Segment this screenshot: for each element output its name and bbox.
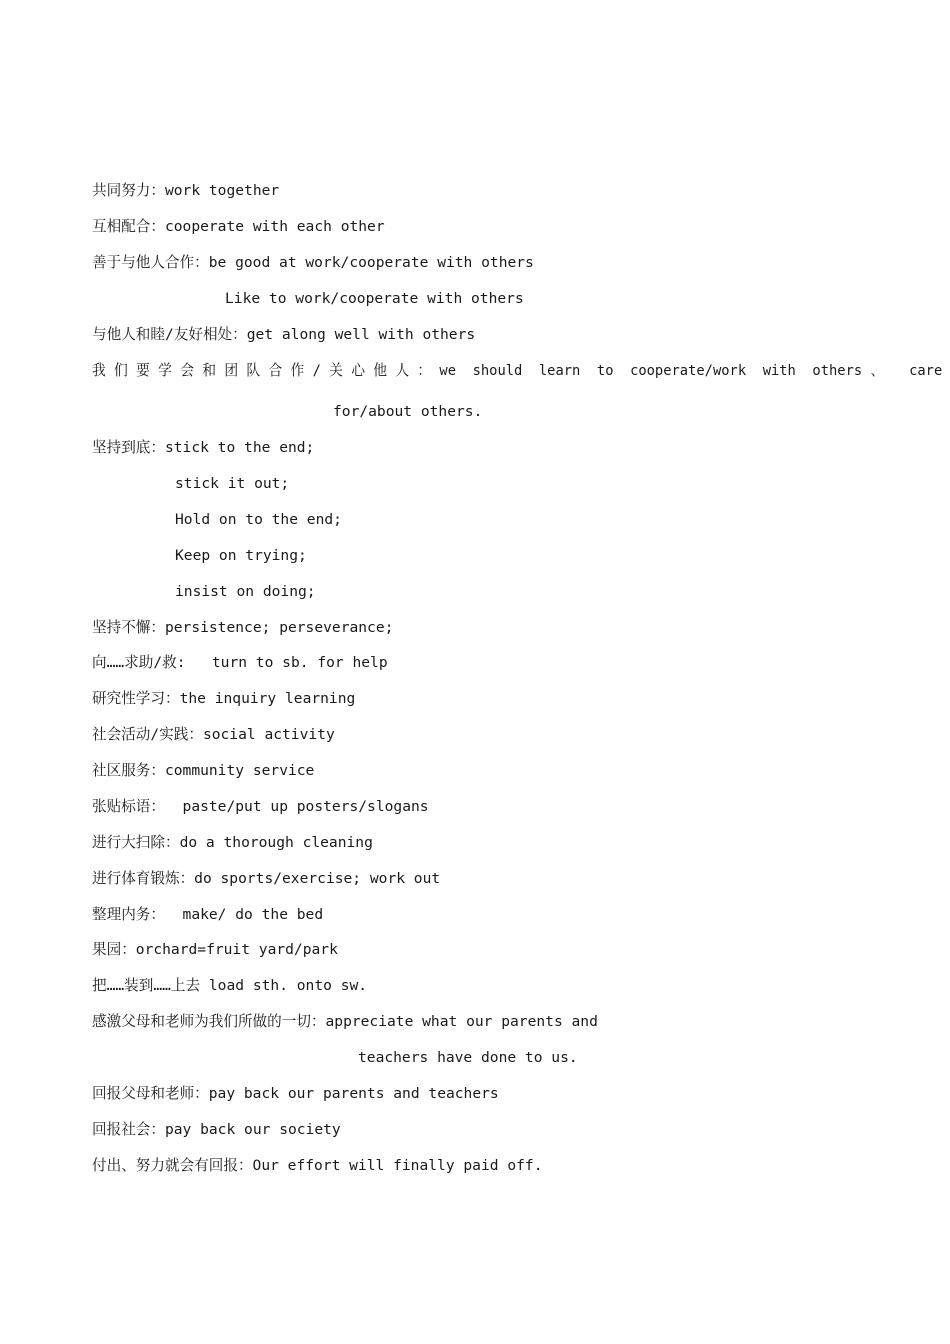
phrase-line: 回报社会：pay back our society <box>92 1121 341 1138</box>
phrase-continuation-line: teachers have done to us. <box>358 1049 578 1066</box>
phrase-line: 与他人和睦/友好相处：get along well with others <box>92 326 476 343</box>
phrase-line: 把……装到……上去 load sth. onto sw. <box>92 977 368 994</box>
phrase-line: 互相配合：cooperate with each other <box>92 218 385 235</box>
phrase-continuation-line: for/about others. <box>333 403 483 420</box>
phrase-line: 向……求助/救: turn to sb. for help <box>92 654 388 671</box>
phrase-line: 研究性学习：the inquiry learning <box>92 690 356 707</box>
phrase-line: 社区服务：community service <box>92 762 315 779</box>
phrase-continuation-line: Keep on trying; <box>175 547 307 564</box>
phrase-line: 进行大扫除：do a thorough cleaning <box>92 834 373 851</box>
phrase-continuation-line: Hold on to the end; <box>175 511 342 528</box>
phrase-line: 坚持不懈：persistence; perseverance; <box>92 619 394 636</box>
phrase-line: 我 们 要 学 会 和 团 队 合 作 / 关 心 他 人 ： we should learn to cooperate/work with others 、 care <box>92 362 943 379</box>
phrase-line: 果园：orchard=fruit yard/park <box>92 941 338 958</box>
phrase-line: 善于与他人合作：be good at work/cooperate with others <box>92 254 534 271</box>
phrase-line: 整理内务： make/ do the bed <box>92 906 324 923</box>
phrase-line: 社会活动/实践：social activity <box>92 726 335 743</box>
phrase-line: 坚持到底：stick to the end; <box>92 439 315 456</box>
phrase-line: 张贴标语： paste/put up posters/slogans <box>92 798 429 815</box>
phrase-continuation-line: Like to work/cooperate with others <box>225 290 524 307</box>
phrase-line: 共同努力：work together <box>92 182 280 199</box>
phrase-line: 进行体育锻炼：do sports/exercise; work out <box>92 870 441 887</box>
phrase-line: 感激父母和老师为我们所做的一切：appreciate what our parents and <box>92 1013 598 1030</box>
phrase-continuation-line: stick it out; <box>175 475 290 492</box>
phrase-line: 付出、努力就会有回报：Our effort will finally paid off. <box>92 1157 543 1174</box>
phrase-continuation-line: insist on doing; <box>175 583 316 600</box>
phrase-line: 回报父母和老师：pay back our parents and teachers <box>92 1085 499 1102</box>
